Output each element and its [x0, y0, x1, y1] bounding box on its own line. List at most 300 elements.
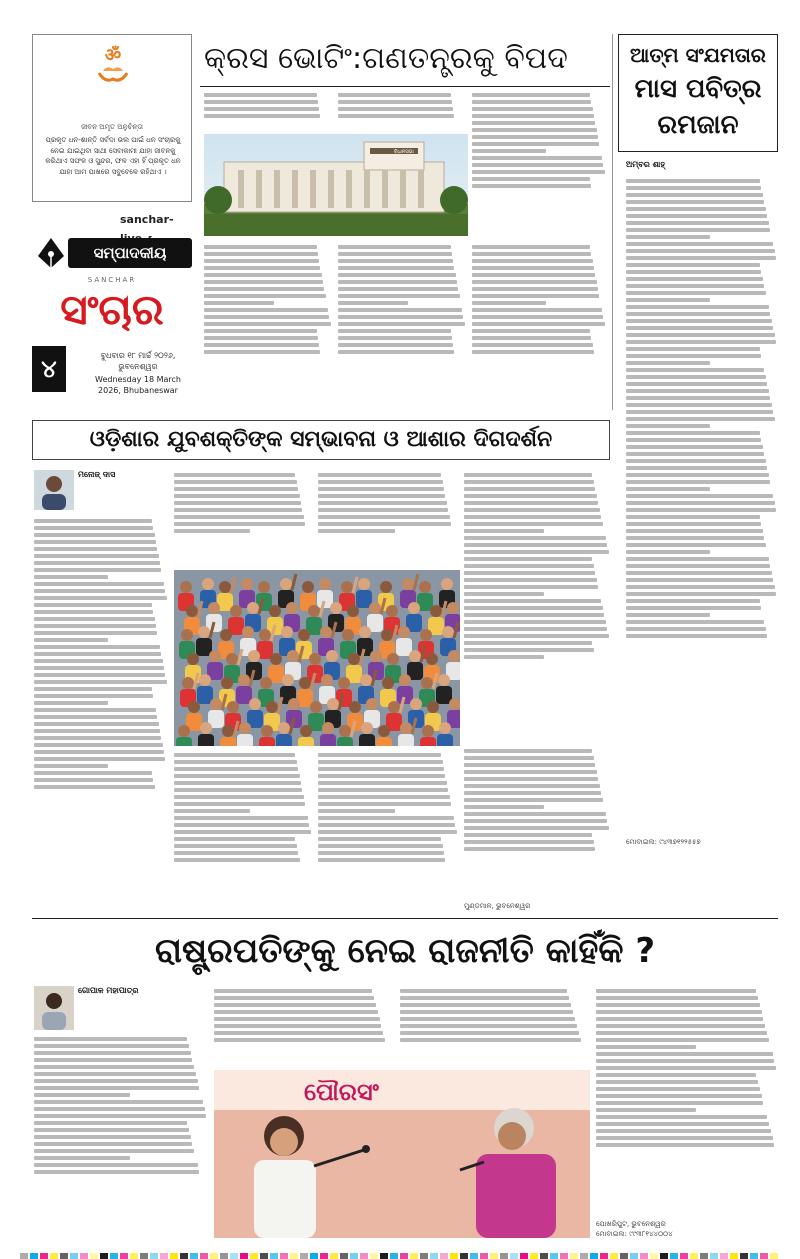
article-column: [464, 470, 610, 742]
text-line: [204, 252, 318, 256]
article-column: [34, 1034, 208, 1238]
color-patch: [580, 1253, 588, 1259]
text-line: [464, 812, 606, 816]
text-line: [472, 142, 599, 146]
color-patch: [80, 1253, 88, 1259]
president-headline: ରାଷ୍ଟ୍ରପତିଙ୍କୁ ନେଇ ରାଜନୀତି କାହିଁକି ?: [154, 931, 656, 971]
text-line: [626, 501, 775, 505]
text-line: [34, 771, 152, 775]
article-column: [174, 750, 312, 912]
paper-logo: ସଂଚାର: [60, 285, 164, 334]
text-line: [464, 648, 594, 652]
text-line: [174, 851, 298, 855]
text-line: [204, 273, 322, 277]
youth-headline: ଓଡ଼ିଶାର ଯୁବଶକ୍ତିଙ୍କ ସମ୍ଭାବନା ଓ ଆଶାର ଦିଗଦର୍ଶନ: [89, 427, 553, 452]
text-line: [626, 193, 763, 197]
color-patch: [530, 1253, 538, 1259]
text-line: [464, 578, 597, 582]
color-patch: [130, 1253, 138, 1259]
text-line: [626, 578, 773, 582]
text-line: [204, 315, 329, 319]
text-line: [472, 343, 593, 347]
president-author-place: ପୋଖରିପୁଟ, ଭୁବନେଶ୍ୱର: [596, 1220, 666, 1228]
text-line: [596, 1066, 776, 1070]
text-line: [34, 1128, 189, 1132]
text-line: [464, 620, 606, 624]
text-line: [214, 1038, 385, 1042]
text-line: [34, 638, 108, 642]
color-patch: [220, 1253, 228, 1259]
text-line: [204, 259, 319, 263]
text-line: [174, 529, 250, 533]
text-line: [34, 540, 156, 544]
text-line: [174, 781, 301, 785]
text-line: [626, 249, 775, 253]
color-patch: [550, 1253, 558, 1259]
color-patch: [480, 1253, 488, 1259]
text-line: [626, 585, 775, 589]
text-line: [472, 315, 603, 319]
text-line: [464, 819, 607, 823]
text-line: [174, 788, 302, 792]
color-patch: [540, 1253, 548, 1259]
text-line: [338, 259, 453, 263]
text-line: [338, 350, 454, 354]
color-patch: [280, 1253, 288, 1259]
text-line: [472, 245, 590, 249]
text-line: [34, 1156, 130, 1160]
color-patch: [110, 1253, 118, 1259]
text-line: [596, 1136, 773, 1140]
text-line: [472, 287, 598, 291]
text-line: [204, 107, 319, 111]
text-line: [204, 336, 318, 340]
text-line: [626, 221, 769, 225]
text-line: [472, 149, 546, 153]
color-patch: [420, 1253, 428, 1259]
color-patch: [250, 1253, 258, 1259]
color-patch: [30, 1253, 38, 1259]
text-line: [626, 361, 710, 365]
color-patch: [760, 1253, 768, 1259]
color-patch: [160, 1253, 168, 1259]
text-line: [464, 494, 597, 498]
text-line: [174, 858, 300, 862]
text-line: [318, 809, 395, 813]
text-line: [626, 340, 776, 344]
ramzan-byline: ଅମ୍ବର ଶାହ୍: [626, 160, 666, 169]
text-line: [214, 1017, 380, 1021]
text-line: [596, 1080, 758, 1084]
text-line: [596, 1094, 762, 1098]
text-line: [626, 557, 769, 561]
text-line: [34, 680, 167, 684]
text-line: [34, 1142, 192, 1146]
text-line: [626, 473, 769, 477]
text-line: [34, 1149, 194, 1153]
text-line: [34, 743, 163, 747]
text-line: [626, 375, 766, 379]
text-line: [34, 722, 159, 726]
color-patch: [140, 1253, 148, 1259]
color-patch: [100, 1253, 108, 1259]
text-line: [34, 1086, 199, 1090]
color-patch: [770, 1253, 778, 1259]
text-line: [626, 312, 770, 316]
text-line: [626, 606, 761, 610]
text-line: [464, 791, 601, 795]
page-number: ୪: [41, 355, 57, 383]
text-line: [464, 543, 607, 547]
color-patch: [120, 1253, 128, 1259]
text-line: [214, 1003, 376, 1007]
text-line: [596, 1017, 763, 1021]
text-line: [34, 589, 165, 593]
text-line: [318, 522, 451, 526]
text-line: [400, 1003, 571, 1007]
text-line: [596, 1003, 760, 1007]
text-line: [596, 1101, 763, 1105]
text-line: [338, 252, 452, 256]
text-line: [472, 301, 546, 305]
text-line: [34, 715, 157, 719]
text-line: [34, 778, 153, 782]
text-line: [34, 659, 163, 663]
article-column: [214, 986, 394, 1066]
article-column: [400, 986, 590, 1066]
column-divider: [612, 34, 613, 410]
color-patch: [300, 1253, 308, 1259]
text-line: [204, 308, 328, 312]
text-line: [318, 501, 447, 505]
text-line: [472, 336, 591, 340]
text-line: [626, 270, 761, 274]
color-patch: [600, 1253, 608, 1259]
text-line: [34, 1100, 203, 1104]
text-line: [34, 1121, 187, 1125]
text-line: [464, 585, 598, 589]
text-line: [400, 1038, 581, 1042]
text-line: [214, 989, 372, 993]
text-line: [174, 837, 295, 841]
text-line: [626, 263, 760, 267]
text-line: [626, 543, 766, 547]
president-byline: ଗୋପାଳ ମହାପାତ୍ର: [78, 986, 139, 995]
text-line: [464, 529, 544, 533]
text-line: [464, 784, 600, 788]
text-line: [204, 93, 317, 97]
text-line: [464, 487, 595, 491]
text-line: [464, 749, 592, 753]
color-patch: [380, 1253, 388, 1259]
article-column: [204, 242, 332, 408]
text-line: [34, 757, 165, 761]
president-contact: ମୋବାଇଲ: ୯୯୩୮୧୪୪୦୦୪: [596, 1230, 673, 1238]
color-patch: [330, 1253, 338, 1259]
color-patch: [450, 1253, 458, 1259]
color-patch: [20, 1253, 28, 1259]
text-line: [626, 515, 760, 519]
photo-caption: ବିଧାନସଭା: [394, 149, 414, 155]
text-line: [464, 606, 603, 610]
color-patch: [720, 1253, 728, 1259]
color-patch: [340, 1253, 348, 1259]
text-line: [338, 343, 453, 347]
text-line: [34, 1044, 189, 1048]
text-line: [626, 319, 772, 323]
text-line: [626, 529, 763, 533]
text-line: [174, 522, 305, 526]
article-column: [472, 90, 606, 236]
color-patch: [90, 1253, 98, 1259]
youth-headline-box: [32, 420, 610, 460]
banner-text: ପୌରସଂ: [304, 1078, 379, 1106]
text-line: [338, 107, 453, 111]
color-patch: [400, 1253, 408, 1259]
text-line: [464, 473, 592, 477]
quote-body: ପ୍ରକୃତ ଧନ-ଶାନ୍ତି ସର୍ବଦା ଭଲ ପାଇଁ ଧନ ସଂଚାରକୁ ନେଇ ଯାଇଥିବା ସାଥୀ ସେବାକାମୀ ଯାହା ଜୀବନକୁ କରିଥାଏ ସଫଳ ଓ ସୁନ୍ଦର, ଫଳ ଏହା ହିଁ ପ୍ରକୃତ ଧନ ଯାହା ଆମ ପାଖରେ ସବୁବେଳେ ରହିଥାଏ ।: [45, 136, 181, 176]
text-line: [318, 858, 445, 862]
text-line: [338, 93, 451, 97]
color-patch: [50, 1253, 58, 1259]
youth-author-place: ମୁଣ୍ଡମାଳ, ଭୁବନେଶ୍ୱର: [464, 902, 531, 910]
text-line: [472, 308, 602, 312]
text-line: [626, 207, 766, 211]
text-line: [318, 767, 444, 771]
text-line: [472, 294, 599, 298]
text-line: [34, 1037, 187, 1041]
text-line: [626, 627, 766, 631]
text-line: [34, 568, 161, 572]
text-line: [34, 1051, 191, 1055]
text-line: [318, 844, 443, 848]
text-line: [34, 554, 159, 558]
text-line: [626, 368, 764, 372]
text-line: [626, 494, 773, 498]
text-line: [464, 805, 544, 809]
text-line: [174, 767, 298, 771]
text-line: [318, 753, 441, 757]
text-line: [472, 273, 595, 277]
article-column: [318, 470, 458, 566]
color-patch: [610, 1253, 618, 1259]
text-line: [626, 522, 761, 526]
article-column: [338, 90, 466, 132]
text-line: [472, 128, 597, 132]
text-line: [174, 487, 298, 491]
text-line: [34, 729, 160, 733]
text-line: [34, 631, 157, 635]
text-line: [472, 280, 597, 284]
quote-box: [32, 34, 192, 202]
article-column: [464, 746, 610, 902]
editorial-label: ସମ୍ପାଦକୀୟ: [68, 238, 192, 268]
text-line: [464, 840, 594, 844]
text-line: [464, 550, 609, 554]
text-line: [464, 634, 609, 638]
text-line: [174, 774, 300, 778]
text-line: [34, 694, 153, 698]
text-line: [34, 582, 164, 586]
text-line: [34, 519, 152, 523]
text-line: [318, 487, 444, 491]
text-line: [472, 163, 603, 167]
text-line: [626, 410, 773, 414]
text-line: [472, 329, 590, 333]
text-line: [464, 770, 597, 774]
text-line: [34, 596, 167, 600]
text-line: [338, 329, 451, 333]
article-column: [174, 470, 312, 566]
text-line: [464, 847, 595, 851]
text-line: [596, 1010, 762, 1014]
text-line: [472, 107, 593, 111]
text-line: [626, 382, 767, 386]
article-column: [338, 242, 466, 408]
text-line: [626, 200, 764, 204]
article-column: [34, 516, 168, 912]
color-patch: [650, 1253, 658, 1259]
text-line: [626, 256, 776, 260]
text-line: [464, 613, 604, 617]
color-patch: [410, 1253, 418, 1259]
text-line: [626, 571, 772, 575]
text-line: [626, 326, 773, 330]
text-line: [34, 575, 108, 579]
text-line: [626, 354, 761, 358]
text-line: [626, 466, 767, 470]
text-line: [318, 795, 450, 799]
text-line: [626, 389, 769, 393]
text-line: [174, 802, 305, 806]
text-line: [626, 186, 761, 190]
text-line: [596, 1073, 756, 1077]
text-line: [626, 228, 770, 232]
text-line: [34, 617, 155, 621]
text-line: [204, 350, 320, 354]
text-line: [400, 1031, 579, 1035]
text-line: [338, 315, 463, 319]
text-line: [472, 322, 605, 326]
paper-small-label: SANCHAR: [87, 276, 137, 284]
text-line: [338, 287, 458, 291]
text-line: [318, 508, 448, 512]
text-line: [626, 452, 764, 456]
text-line: [318, 494, 445, 498]
text-line: [596, 1115, 767, 1119]
color-patch: [370, 1253, 378, 1259]
color-patch: [260, 1253, 268, 1259]
text-line: [338, 114, 454, 118]
text-line: [626, 459, 766, 463]
color-patch: [360, 1253, 368, 1259]
text-line: [318, 515, 450, 519]
text-line: [338, 294, 460, 298]
text-line: [626, 480, 770, 484]
text-line: [34, 687, 152, 691]
text-line: [318, 529, 395, 533]
text-line: [34, 666, 164, 670]
color-patch: [430, 1253, 438, 1259]
text-line: [174, 508, 302, 512]
text-line: [34, 1065, 194, 1069]
text-line: [464, 833, 592, 837]
text-line: [400, 996, 569, 1000]
color-patch: [570, 1253, 578, 1259]
text-line: [626, 487, 710, 491]
text-line: [464, 627, 607, 631]
text-line: [338, 245, 451, 249]
text-line: [626, 305, 769, 309]
text-line: [596, 1143, 774, 1147]
color-registration-bar: [20, 1246, 780, 1254]
text-line: [34, 750, 164, 754]
text-line: [34, 526, 153, 530]
text-line: [472, 252, 591, 256]
website-link[interactable]: sanchar-: [120, 208, 192, 226]
text-line: [34, 1058, 192, 1062]
text-line: [472, 350, 594, 354]
text-line: [626, 550, 710, 554]
text-line: [34, 652, 161, 656]
color-patch: [560, 1253, 568, 1259]
text-line: [464, 536, 606, 540]
text-line: [464, 599, 601, 603]
text-line: [626, 620, 764, 624]
text-line: [596, 1087, 760, 1091]
text-line: [174, 795, 304, 799]
page-number-box: [32, 346, 66, 392]
politicians-photo: [214, 1070, 590, 1238]
divider: [200, 86, 610, 87]
text-line: [464, 655, 544, 659]
cross-voting-headline: କ୍ରସ ଭୋଟିଂ:ଗଣତନ୍ତ୍ରକୁ ବିପଦ: [204, 41, 568, 76]
color-patch: [230, 1253, 238, 1259]
text-line: [338, 266, 454, 270]
text-line: [318, 830, 457, 834]
text-line: [464, 777, 598, 781]
youth-crowd-photo: [174, 570, 460, 746]
text-line: [626, 242, 773, 246]
text-line: [174, 501, 301, 505]
youth-byline: ମନୋଜ୍ ଦାସ: [78, 470, 116, 479]
article-column: [472, 242, 606, 408]
text-line: [204, 329, 317, 333]
text-line: [318, 816, 454, 820]
text-line: [464, 798, 603, 802]
text-line: [626, 508, 776, 512]
text-line: [34, 645, 160, 649]
text-line: [596, 996, 758, 1000]
text-line: [626, 431, 760, 435]
text-line: [464, 522, 603, 526]
text-line: [464, 501, 598, 505]
text-line: [626, 396, 770, 400]
text-line: [34, 624, 156, 628]
color-patch: [680, 1253, 688, 1259]
date-english: Wednesday 18 March 2026, Bhubaneswar: [95, 375, 181, 395]
color-patch: [350, 1253, 358, 1259]
text-line: [204, 266, 320, 270]
text-line: [204, 114, 320, 118]
text-line: [174, 473, 295, 477]
text-line: [338, 322, 465, 326]
text-line: [626, 284, 764, 288]
color-patch: [200, 1253, 208, 1259]
text-line: [464, 826, 609, 830]
text-line: [204, 343, 319, 347]
color-patch: [750, 1253, 758, 1259]
